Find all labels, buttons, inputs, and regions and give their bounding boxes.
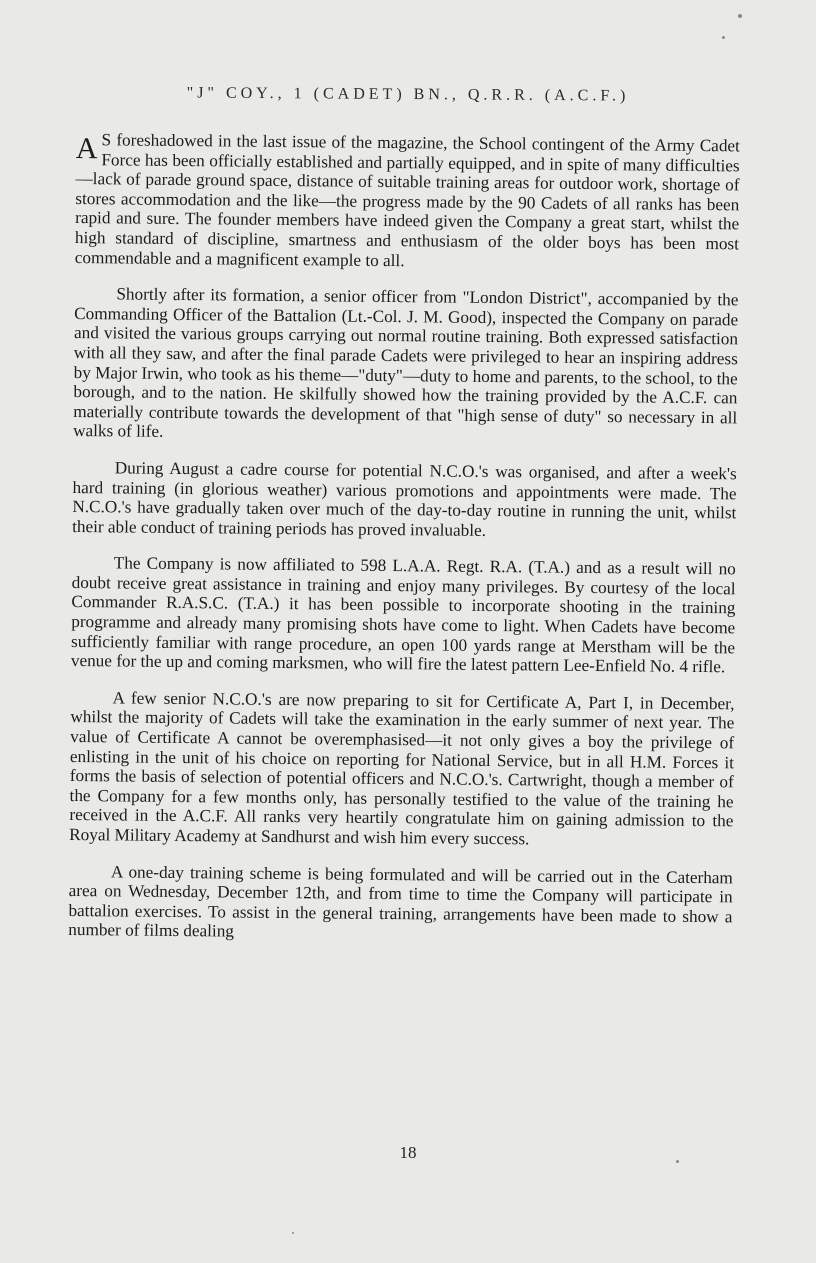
paragraph-6: A one-day training scheme is being formulated and will be carried out in the Caterham area on Wednesday, December 12th, and from time to time the Company will participate in battalion exercises. To assist in the general training, arrangements have been made to show a number of films dealing [68,861,733,941]
paragraph-2: Shortly after its formation, a senior officer from "London District", accompanied by the Commanding Officer of the Battalion (Lt.-Col. J. M. Good), inspected the Company on parade and visited the various groups carrying out normal routine training. Both expressed satisfaction with all they saw, and after the final parade Cadets were privileged to hear an inspiring address by Major Irwin, who took as his theme—"duty"—duty to home and parents, to the school, to the borough, and to the nation. He skilfully showed how the training provided by the A.C.F. can materially contribute towards the development of that "high sense of duty" so necessary in all walks of life. [73,284,739,442]
paragraph-1-text: S foreshadowed in the last issue of the magazine, the School contingent of the Army Cadet Force has been officially established and partially equipped, and in spite of many difficulties—lack of parade ground space, distance of suitable training areas for outdoor work, shortage of stores accommodation and the like—the progress made by the 90 Cadets of all ranks has been rapid and sure. The founder members have indeed given the Company a great start, whilst the high standard of discipline, smartness and enthusiasm of the older boys has been most commendable and a magnificent example to all. [74,130,740,270]
paper-speck [722,36,725,39]
paper-speck [292,1232,294,1234]
paper-speck [676,1160,679,1163]
paragraph-3: During August a cadre course for potential N.C.O.'s was organised, and after a week's hard training (in glorious weather) various promotions and appointments were made. The N.C.O.'s have gradually taken over much of the day-to-day routine in running the unit, whilst their able conduct of training periods has proved invaluable. [72,458,737,540]
page-heading: "J" COY., 1 (CADET) BN., Q.R.R. (A.C.F.) [186,84,630,105]
article-body [68,130,740,963]
page-number: 18 [399,1143,417,1162]
drop-cap: A [75,131,98,166]
paper-speck [738,14,742,18]
paragraph-4: The Company is now affiliated to 598 L.A.A. Regt. R.A. (T.A.) and as a result will no doubt receive great assistance in training and enjoy many privileges. By courtesy of the local Commander R.A.S.C. (T.A.) it has been possible to incorporate shooting in the training programme and already many promising shots have come to light. When Cadets have become sufficiently familiar with range procedure, an open 100 yards range at Merstham will be the venue for the up and coming marksmen, who will fire the latest pattern Lee-Enfield No. 4 rifle. [70,553,736,677]
paragraph-1 [75,130,740,274]
paragraph-5: A few senior N.C.O.'s are now preparing to sit for Certificate A, Part I, in December, whilst the majority of Cadets will take the examination in the early summer of next year. The value of Certificate A cannot be overemphasised—it not only gives a boy the privilege of enlisting in the unit of his choice on reporting for National Service, but in all H.M. Forces it forms the basis of selection of potential officers and N.C.O.'s. Cartwright, though a member of the Company for a few months only, has personally testified to the value of the training he received in the A.C.F. All ranks very heartily congratulate him on gaining admission to the Royal Military Academy at Sandhurst and wish him every success. [69,688,735,849]
